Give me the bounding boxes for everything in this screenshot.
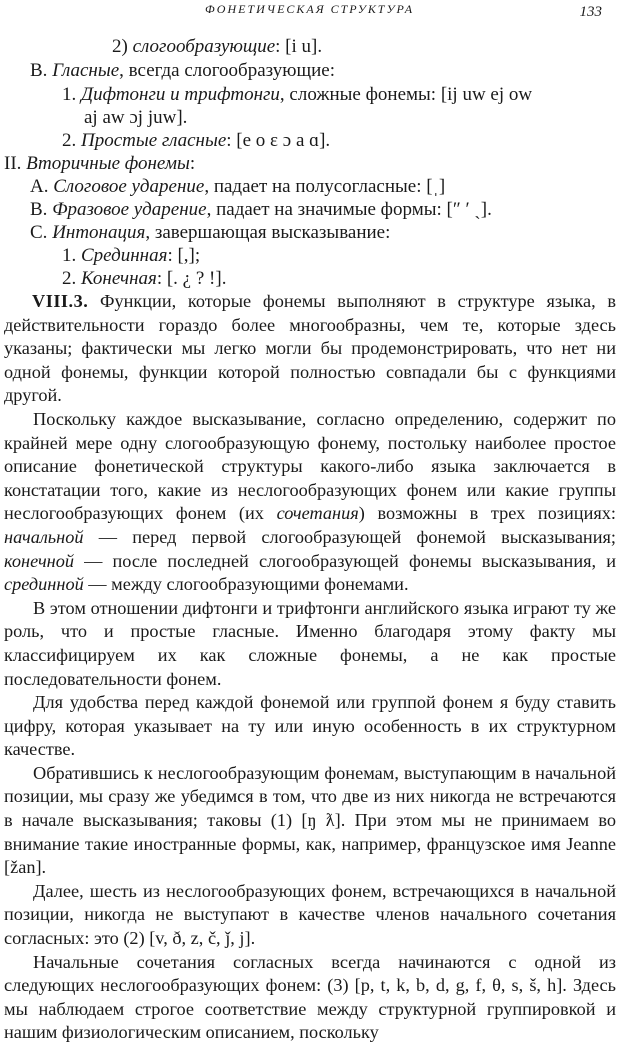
outline-line: A. Слоговое ударение, падает на полусогласные: [ˌ] (30, 176, 446, 197)
outline-line: C. Интонация, завершающая высказывание: (30, 222, 391, 243)
body-text (4, 290, 616, 1045)
outline-line: 1. Дифтонги и трифтонги, сложные фонемы: [ij uw ej ow (62, 84, 533, 105)
paragraph: Начальные сочетания согласных всегда начинаются с одной из следующих неслогообразующих фонем: (3) [p, t, k, b, d, g, f, θ, s, š, h]. Здесь мы наблюдаем строгое соответствие между структурной группировкой и нашим физиологическим описанием, поскольку (4, 951, 616, 1043)
outline-line: 1. Срединная: [,]; (62, 245, 201, 266)
paragraph: В этом отношении дифтонги и трифтонги английского языка играют ту же роль, что и простые гласные. Именно благодаря этому факту мы классифицируем их как сложные фонемы, а не как простые последовательности фонем. (4, 597, 616, 689)
outline-line: B. Фразовое ударение, падает на значимые формы: [″ ′ ˏ]. (30, 199, 492, 220)
paragraph: Далее, шесть из неслогообразующих фонем, встречающихся в начальной позиции, никогда не выступают в качестве членов начального сочетания согласных: это (2) [v, ð, z, č, ǰ, j]. (4, 880, 616, 949)
outline-line: B. Гласные, всегда слогообразующие: (30, 60, 335, 81)
outline-line: 2. Конечная: [. ¿ ? !]. (62, 268, 227, 289)
outline-line: 2) слогообразующие: [i u]. (112, 36, 323, 57)
outline-line: 2. Простые гласные: [e o ɛ ɔ a ɑ]. (62, 130, 331, 151)
section-number: VIII.3. (32, 291, 89, 311)
paragraph: VIII.3. Функции, которые фонемы выполняют в структуре языка, в действительности гораздо более многообразны, чем те, которые здесь указаны; фактически мы легко могли бы продемонстрировать, что нет ни одной фонемы, функции которой полностью совпадали бы с функциями другой. (4, 291, 616, 406)
paragraph: Поскольку каждое высказывание, согласно определению, содержит по крайней мере одну слогообразующую фонему, постольку наиболее простое описание фонетической структуры какого-либо языка заключается в констатации того, какие из неслогообразующих фонем или какие группы неслогообразующих фонем (их сочетания) возможны в трех позициях: начальной — перед первой слогообразующей фонемой высказывания; конечной — после последней слогообразующей фонемы высказывания, и срединной — между слогообразующими фонемами. (4, 408, 616, 595)
page-number: 133 (579, 4, 602, 20)
running-title: ФОНЕТИЧЕСКАЯ СТРУКТУРА (205, 2, 415, 16)
paragraph: Обратившись к неслогообразующим фонемам, выступающим в начальной позиции, мы сразу же убедимся в том, что две из них никогда не встречаются в начале высказывания; таковы (1) [ŋ ƛ]. При этом мы не принимаем во внимание такие иностранные формы, как, например, французское имя Jeanne [žan]. (4, 762, 616, 878)
outline-line: II. Вторичные фонемы: (4, 153, 196, 174)
paragraph: Для удобства перед каждой фонемой или группой фонем я буду ставить цифру, которая указывает на ту или иную особенность в их структурном качестве. (4, 692, 616, 760)
page-header (0, 0, 620, 28)
outline-line: aj aw ɔj juw]. (84, 107, 188, 128)
